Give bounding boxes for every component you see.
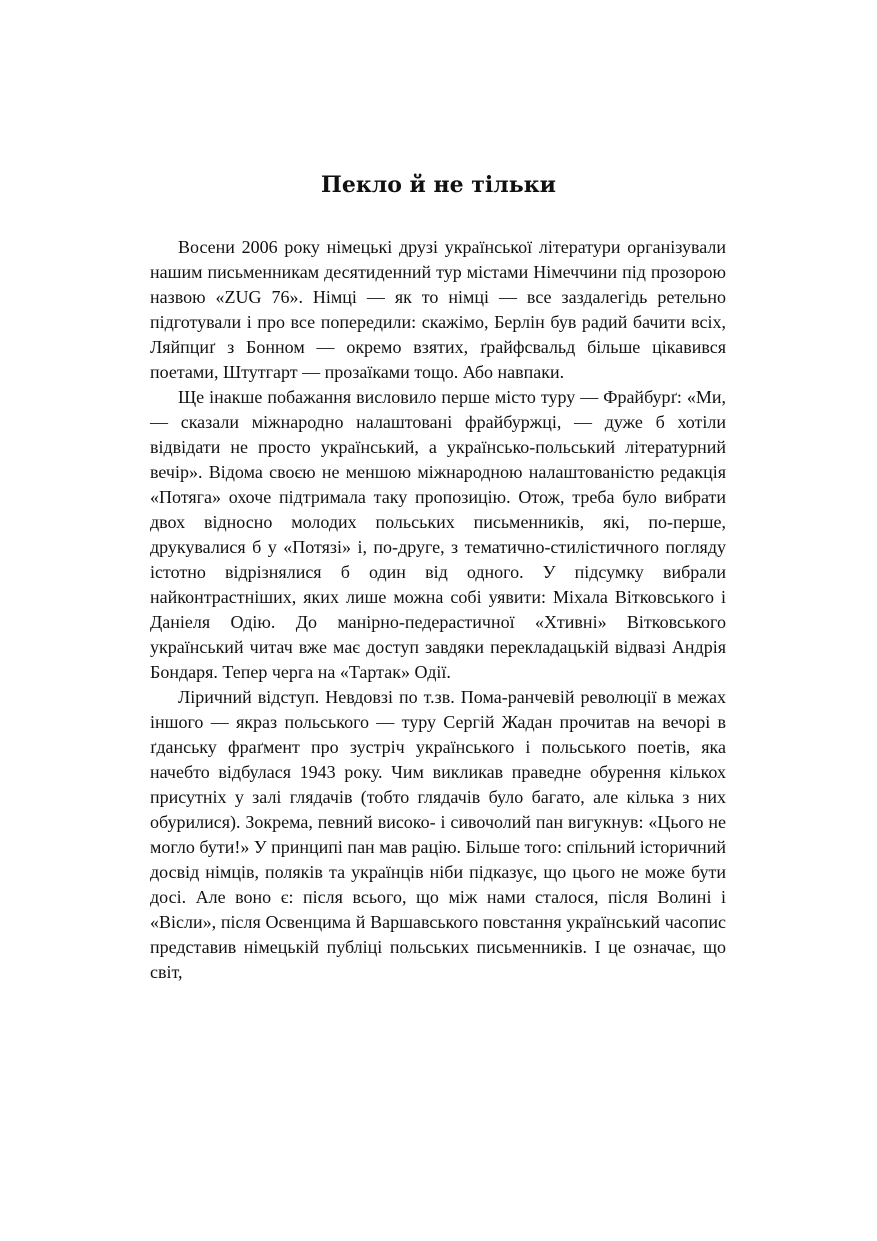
paragraph: Восени 2006 року німецькі друзі української літератури організували нашим письменникам десятиденний тур містами Німеччини під прозорою назвою «ZUG 76». Німці — як то німці — все заздалегідь ретельно підготували і про все попередили: скажімо, Берлін був радий бачити всіх, Ляйпциґ з Бонном — окремо взятих, ґрайфсвальд більше цікавився поетами, Штутгарт — прозаїками тощо. Або навпаки.	[150, 237, 726, 382]
document-body	[150, 235, 726, 985]
page-title: Пекло й не тільки	[321, 172, 556, 198]
paragraph: Ще інакше побажання висловило перше місто туру — Фрайбурґ: «Ми, — сказали міжнародно налаштовані фрайбуржці, — дуже б хотіли відвідати не просто український, а українсько-польський літературний вечір». Відома своєю не меншою міжнародною налаштованістю редакція «Потяга» охоче підтримала таку пропозицію. Отож, треба було вибрати двох відносно молодих польських письменників, які, по-перше, друкувалися б у «Потязі» і, по-друге, з тематично-стилістичного погляду істотно відрізнялися б один від одного. У підсумку вибрали найконтрастніших, яких лише можна собі уявити: Міхала Вітковського і Даніеля Одію. До манірно-педерастичної «Хтивні» Вітковського український читач вже має доступ завдяки перекладацькій відвазі Андрія Бондаря. Тепер черга на «Тартак» Одії.	[150, 387, 726, 682]
paragraph: Ліричний відступ. Невдовзі по т.зв. Пома-ранчевій революції в межах іншого — якраз польського — туру Сергій Жадан прочитав на вечорі в ґданську фраґмент про зустріч українського і польського поетів, яка начебто відбулася 1943 року. Чим викликав праведне обурення кількох присутніх у залі глядачів (тобто глядачів було багато, але кілька з них обурилися). Зокрема, певний високо- і сивочолий пан вигукнув: «Цього не могло бути!» У принципі пан мав рацію. Більше того: спільний історичний досвід німців, поляків та українців ніби підказує, що цього не може бути досі. Але воно є: після всього, що між нами сталося, після Волині і «Вісли», після Освенцима й Варшавського повстання український часопис представив німецькій публіці польських письменників. І це означає, що світ,	[150, 687, 726, 982]
